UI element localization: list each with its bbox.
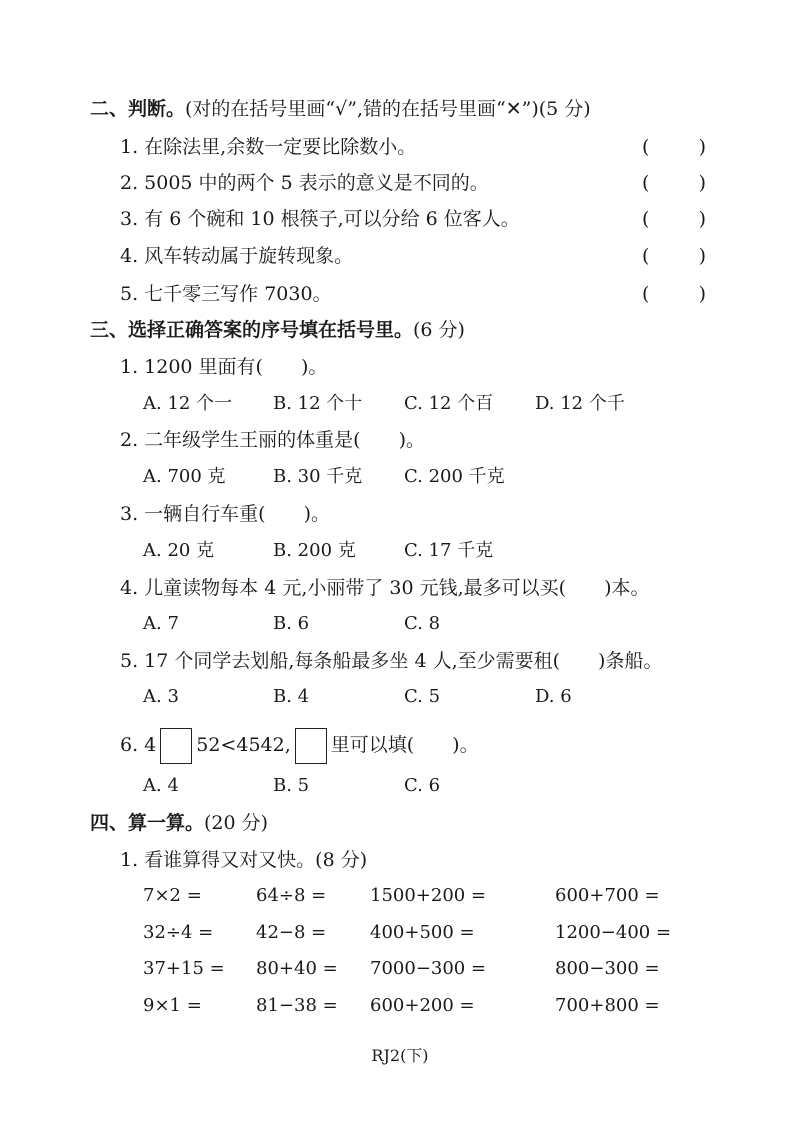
q6-stem-part-3: 里可以填( )。 xyxy=(330,734,479,756)
q6-stem-part-2: 52<4542, xyxy=(196,734,291,756)
choice-q1-stem: 1. 1200 里面有( )。 xyxy=(120,356,328,378)
choice-q4-option-c[interactable]: C. 8 xyxy=(404,613,441,634)
calc-r4-c1: 9×1 = xyxy=(143,995,202,1016)
judge-item-3: 3. 有 6 个碗和 10 根筷子,可以分给 6 位客人。 xyxy=(120,208,520,230)
q6-digit-box-2[interactable] xyxy=(295,728,327,764)
choice-q1-option-c[interactable]: C. 12 个百 xyxy=(404,393,494,414)
choice-q4-stem: 4. 儿童读物每本 4 元,小丽带了 30 元钱,最多可以买( )本。 xyxy=(120,577,650,599)
paren-open: ( xyxy=(642,208,650,230)
section2-title: 二、判断。 xyxy=(90,98,186,120)
choice-q2-option-b[interactable]: B. 30 千克 xyxy=(273,466,363,487)
calc-r4-c4: 700+800 = xyxy=(555,995,660,1016)
judge-item-2: 2. 5005 中的两个 5 表示的意义是不同的。 xyxy=(120,172,489,194)
section3-note: (6 分) xyxy=(413,319,465,341)
section3-heading xyxy=(90,317,465,343)
calc-r1-c2: 64÷8 = xyxy=(256,885,327,906)
calc-r1-c1: 7×2 = xyxy=(143,885,202,906)
paren-close: ) xyxy=(698,172,706,194)
choice-q4-option-a[interactable]: A. 7 xyxy=(143,613,179,634)
choice-q3-option-c[interactable]: C. 17 千克 xyxy=(404,540,494,561)
choice-q2-option-a[interactable]: A. 700 克 xyxy=(143,466,226,487)
choice-q5-option-c[interactable]: C. 5 xyxy=(404,686,441,707)
calc-r3-c4: 800−300 = xyxy=(555,958,660,979)
calc-r3-c1: 37+15 = xyxy=(143,958,225,979)
judge-answer-paren-3[interactable] xyxy=(642,206,706,232)
paren-close: ) xyxy=(698,208,706,230)
paren-open: ( xyxy=(642,136,650,158)
choice-q3-option-a[interactable]: A. 20 克 xyxy=(143,540,215,561)
paren-open: ( xyxy=(642,245,650,267)
section4-sub1: 1. 看谁算得又对又快。(8 分) xyxy=(120,849,368,871)
choice-q6-option-c[interactable]: C. 6 xyxy=(404,775,441,796)
choice-q3-option-b[interactable]: B. 200 克 xyxy=(273,540,356,561)
calc-r4-c3: 600+200 = xyxy=(370,995,475,1016)
choice-q1-option-d[interactable]: D. 12 个千 xyxy=(535,393,625,414)
q6-stem-part-1: 6. 4 xyxy=(120,734,157,756)
choice-q1-option-b[interactable]: B. 12 个十 xyxy=(273,393,363,414)
section2-note: (对的在括号里画“√”,错的在括号里画“✕”)(5 分) xyxy=(185,98,591,120)
choice-q6-option-b[interactable]: B. 5 xyxy=(273,775,310,796)
judge-answer-paren-4[interactable] xyxy=(642,243,706,269)
section4-title: 四、算一算。 xyxy=(90,812,205,834)
calc-r3-c2: 80+40 = xyxy=(256,958,338,979)
calc-r2-c3: 400+500 = xyxy=(370,922,475,943)
judge-item-5: 5. 七千零三写作 7030。 xyxy=(120,283,332,305)
choice-q4-option-b[interactable]: B. 6 xyxy=(273,613,310,634)
choice-q6-option-a[interactable]: A. 4 xyxy=(143,775,179,796)
section2-heading xyxy=(90,96,591,122)
choice-q2-option-c[interactable]: C. 200 千克 xyxy=(404,466,505,487)
judge-answer-paren-2[interactable] xyxy=(642,170,706,196)
page-footer: RJ2(下) xyxy=(371,1046,429,1065)
choice-q2-stem: 2. 二年级学生王丽的体重是( )。 xyxy=(120,429,425,451)
calc-r2-c2: 42−8 = xyxy=(256,922,327,943)
choice-q5-stem: 5. 17 个同学去划船,每条船最多坐 4 人,至少需要租( )条船。 xyxy=(120,650,663,672)
paren-close: ) xyxy=(698,136,706,158)
judge-answer-paren-1[interactable] xyxy=(642,134,706,160)
calc-r4-c2: 81−38 = xyxy=(256,995,338,1016)
calc-r3-c3: 7000−300 = xyxy=(370,958,487,979)
paren-close: ) xyxy=(698,283,706,305)
calc-r2-c4: 1200−400 = xyxy=(555,922,672,943)
calc-r1-c3: 1500+200 = xyxy=(370,885,487,906)
section3-title: 三、选择正确答案的序号填在括号里。 xyxy=(90,319,414,341)
choice-q3-stem: 3. 一辆自行车重( )。 xyxy=(120,503,330,525)
paren-close: ) xyxy=(698,245,706,267)
choice-q1-option-a[interactable]: A. 12 个一 xyxy=(143,393,233,414)
calc-r1-c4: 600+700 = xyxy=(555,885,660,906)
judge-answer-paren-5[interactable] xyxy=(642,281,706,307)
judge-item-4: 4. 风车转动属于旋转现象。 xyxy=(120,245,354,267)
judge-item-1: 1. 在除法里,余数一定要比除数小。 xyxy=(120,136,417,158)
choice-q6-stem xyxy=(120,728,479,764)
calc-r2-c1: 32÷4 = xyxy=(143,922,214,943)
choice-q5-option-a[interactable]: A. 3 xyxy=(143,686,179,707)
q6-digit-box-1[interactable] xyxy=(160,728,192,764)
choice-q5-option-d[interactable]: D. 6 xyxy=(535,686,572,707)
choice-q5-option-b[interactable]: B. 4 xyxy=(273,686,310,707)
paren-open: ( xyxy=(642,172,650,194)
section4-note: (20 分) xyxy=(204,812,269,834)
section4-heading xyxy=(90,810,268,836)
paren-open: ( xyxy=(642,283,650,305)
